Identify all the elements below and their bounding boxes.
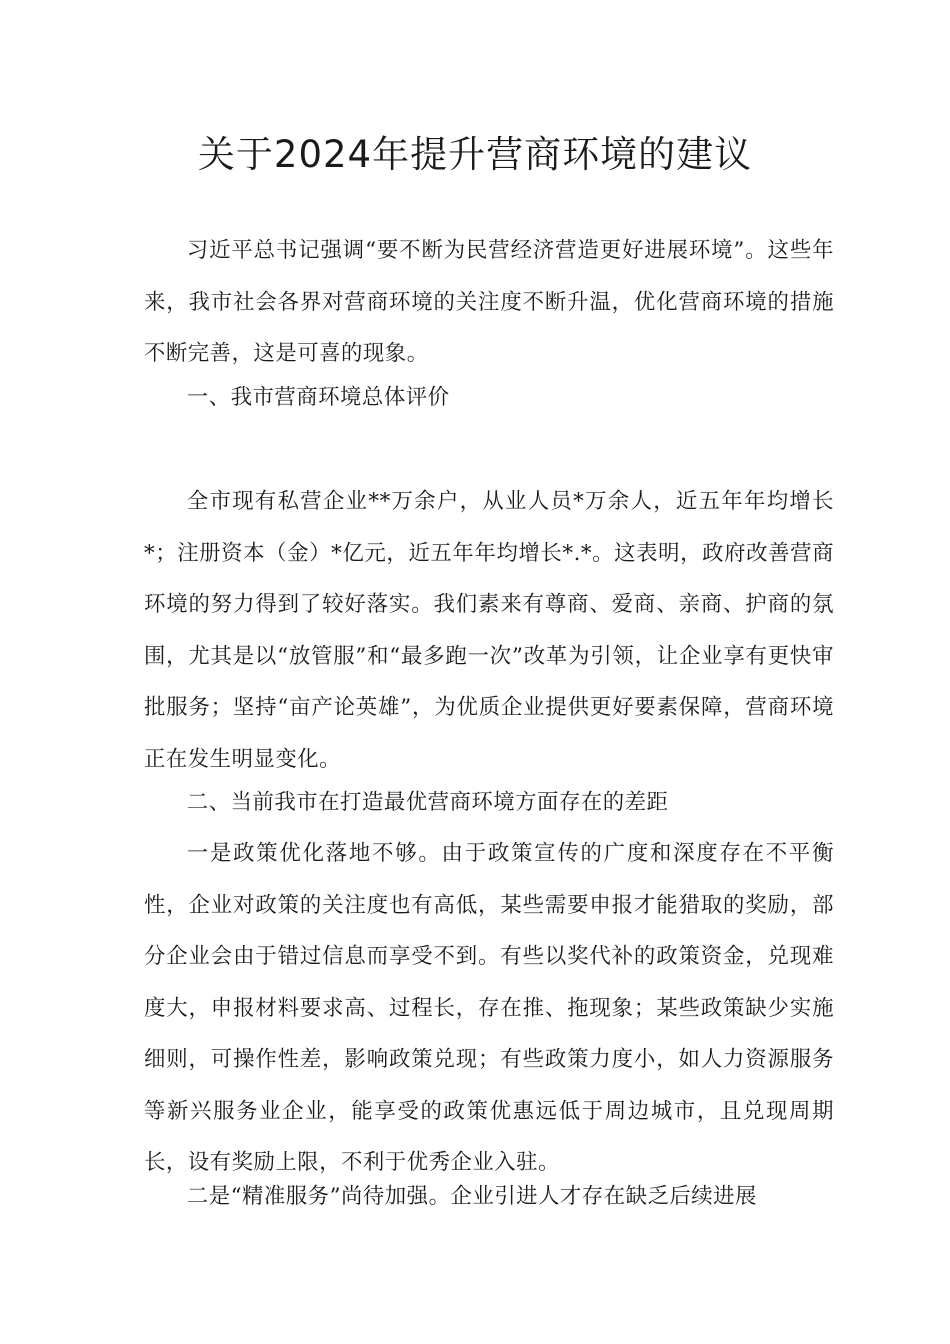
paragraph-precise-service: 二是“精准服务”尚待加强。企业引进人才存在缺乏后续进展 — [186, 1184, 757, 1209]
paragraph-policy-implementation: 一是政策优化落地不够。由于政策宣传的广度和深度存在不平衡性，企业对政策的关注度也有高低，某些需要申报才能猎取的奖励，部分企业会由于错过信息而享受不到。有些以奖代补的政策资金，兑现难度大，申报材料要求高、过程长，存在推、拖现象；某些政策缺少实施细则，可操作性差，影响政策兑现；有些政策力度小，如人力资源服务等新兴服务业企业，能享受的政策优惠远低于周边城市，且兑现周期长，设有奖励上限，不利于优秀企业入驻。 — [144, 841, 834, 1175]
document-title: 关于2024年提升营商环境的建议 — [197, 133, 753, 176]
paragraph-intro: 习近平总书记强调“要不断为民营经济营造更好进展环境”。这些年来，我市社会各界对营商环境的关注度不断升温，优化营商环境的措施不断完善，这是可喜的现象。 — [144, 238, 834, 366]
paragraph-enterprise-statistics: 全市现有私营企业**万余户，从业人员*万余人，近五年年均增长*；注册资本（金）*亿元，近五年年均增长*.*。这表明，政府改善营商环境的努力得到了较好落实。我们素来有尊商、爱商、亲商、护商的氛围，尤其是以“放管服”和“最多跑一次”改革为引领，让企业享有更快审批服务；坚持“亩产论英雄”，为优质企业提供更好要素保障，营商环境正在发生明显变化。 — [144, 489, 834, 772]
section-heading-overall-evaluation: 一、我市营商环境总体评价 — [186, 385, 450, 410]
section-heading-gaps: 二、当前我市在打造最优营商环境方面存在的差距 — [186, 790, 669, 815]
